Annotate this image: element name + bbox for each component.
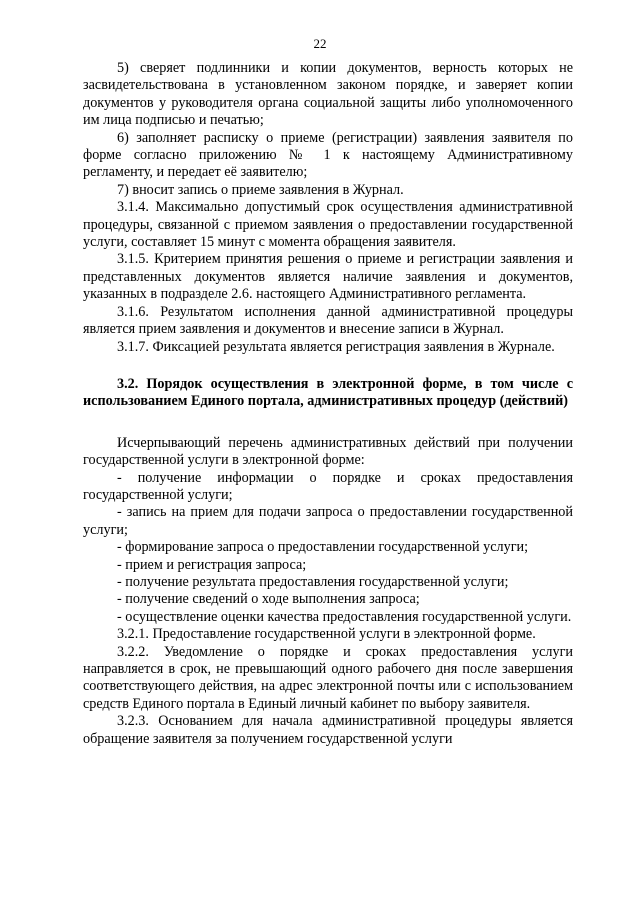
paragraph: 3.1.6. Результатом исполнения данной административной процедуры является прием заявления и документов и внесение записи в Журнал. [83, 303, 573, 338]
paragraph: 3.1.4. Максимально допустимый срок осуществления административной процедуры, связанной с приемом заявления о предоставлении государственной услуги, составляет 15 минут с момента обращения заявителя. [83, 199, 573, 251]
section-title: 3.2. Порядок осуществления в электронной форме, в том числе с использованием Единого портала, административных процедур (действий) [83, 375, 573, 410]
list-item: - осуществление оценки качества предоставления государственной услуги. [117, 608, 572, 625]
paragraph: 3.1.7. Фиксацией результата является регистрация заявления в Журнале. [117, 338, 555, 355]
list-item: - получение сведений о ходе выполнения запроса; [117, 591, 420, 608]
paragraph: 3.2.2. Уведомление о порядке и сроках предоставления услуги направляется в срок, не превышающий одного рабочего дня после завершения соответствующего действия, на адрес электронной почты или с использованием средств Единого портала в Единый личный кабинет по выбору заявителя. [83, 643, 573, 712]
list-item: - получение результата предоставления государственной услуги; [117, 573, 509, 590]
list-item: - получение информации о порядке и сроках предоставления государственной услуги; [83, 469, 573, 503]
list-item: - прием и регистрация запроса; [117, 556, 307, 573]
paragraph: 3.2.3. Основанием для начала административной процедуры является обращение заявителя за получением государственной услуги [83, 713, 573, 747]
paragraph: 5) сверяет подлинники и копии документов, верность которых не засвидетельствована в установленном законом порядке, и заверяет копии документов у руководителя органа социальной защиты либо уполномоченного им лица подписью и печатью; [83, 60, 573, 129]
paragraph: Исчерпывающий перечень административных действий при получении государственной услуги в электронной форме: [83, 434, 573, 469]
list-item: - запись на прием для подачи запроса о предоставлении государственной услуги; [83, 504, 573, 538]
page-number: 22 [313, 36, 327, 51]
document-body [83, 60, 573, 748]
paragraph: 3.1.5. Критерием принятия решения о приеме и регистрации заявления и представленных документов является наличие заявления и документов, указанных в подразделе 2.6. настоящего Административного регламента. [83, 251, 573, 303]
paragraph: 6) заполняет расписку о приеме (регистрации) заявления заявителя по форме согласно приложению № 1 к настоящему Административному регламенту, и передает её заявителю; [83, 129, 573, 181]
paragraph: 7) вносит запись о приеме заявления в Журнал. [117, 181, 404, 198]
paragraph: 3.2.1. Предоставление государственной услуги в электронной форме. [117, 626, 536, 643]
list-item: - формирование запроса о предоставлении государственной услуги; [117, 539, 529, 556]
